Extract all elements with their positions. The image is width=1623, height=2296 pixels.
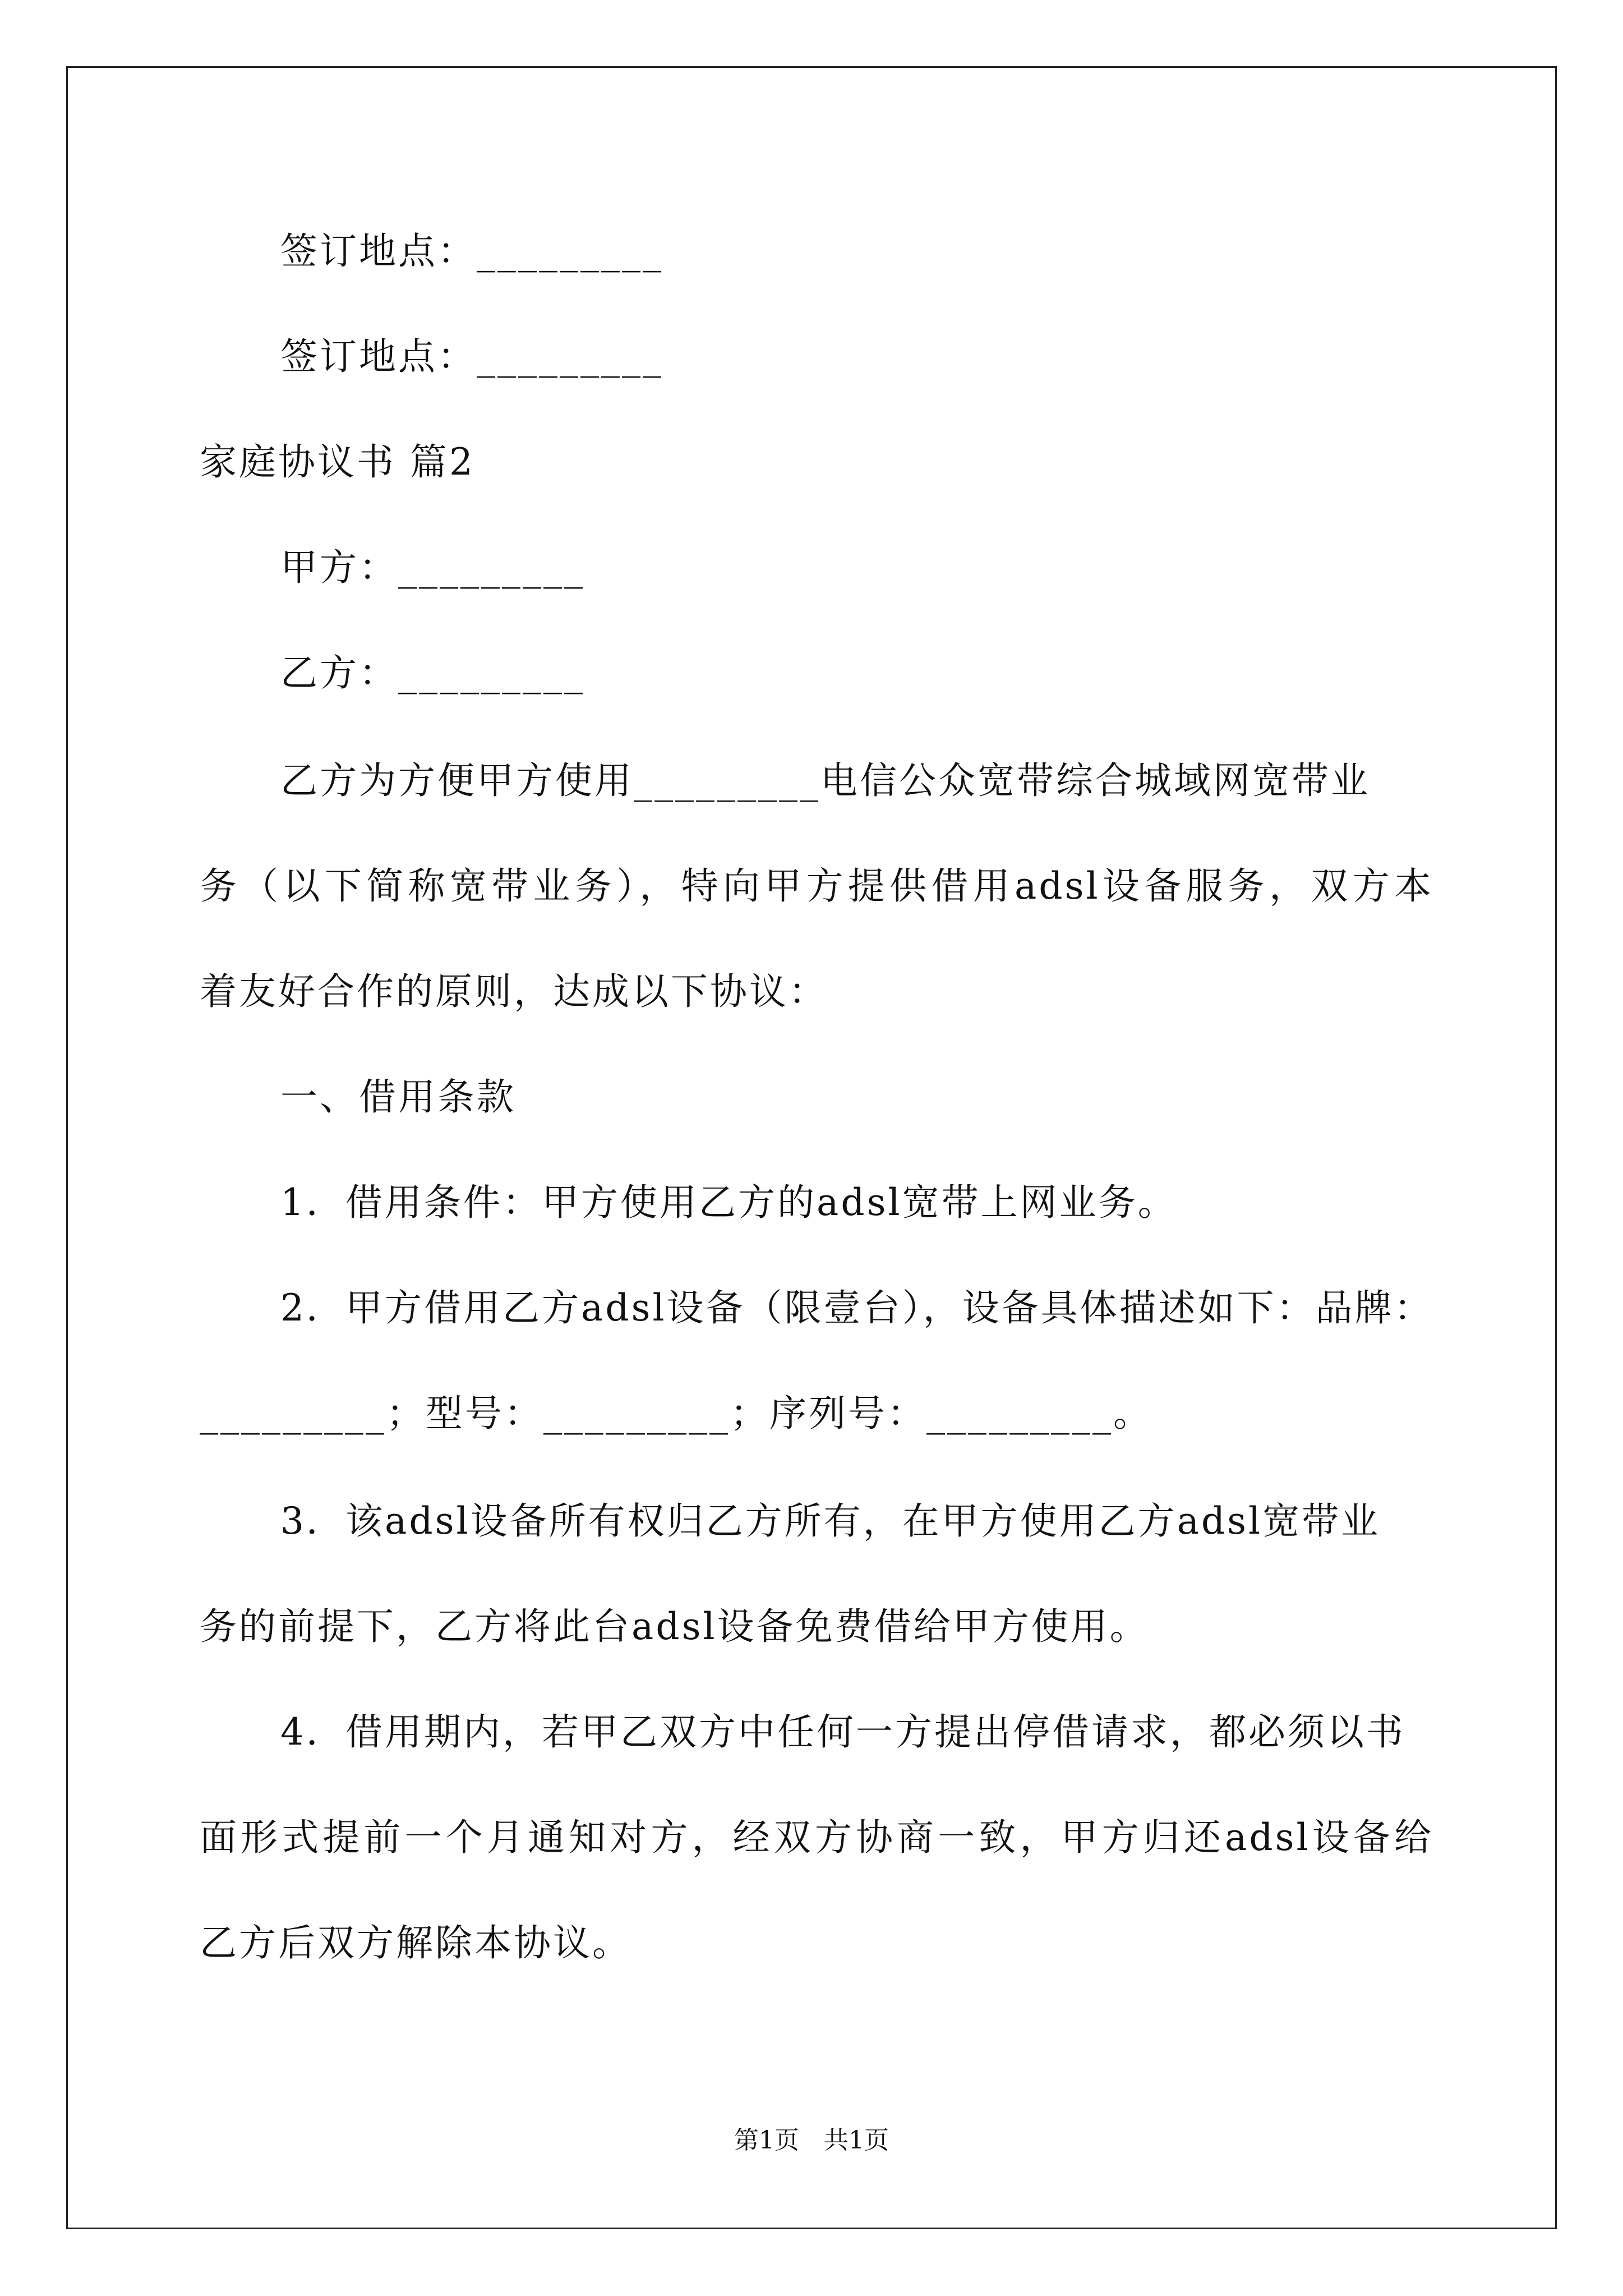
signing-location-line-2: 签订地点：_________ [280, 335, 663, 378]
intro-paragraph-line-1: 乙方为方便甲方使用_________电信公众宽带综合城域网宽带业 [280, 759, 1370, 802]
clause-2-line-1: 2．甲方借用乙方adsl设备（限壹台），设备具体描述如下：品牌： [280, 1286, 1433, 1329]
intro-paragraph-line-2: 务（以下简称宽带业务），特向甲方提供借用adsl设备服务，双方本 [200, 864, 1433, 908]
clause-3-line-1: 3．该adsl设备所有权归乙方所有，在甲方使用乙方adsl宽带业 [280, 1499, 1381, 1543]
page-number-footer: 第1页 共1页 [734, 2126, 889, 2155]
intro-paragraph-line-3: 着友好合作的原则，达成以下协议： [200, 970, 828, 1013]
party-a-line: 甲方：_________ [280, 546, 585, 589]
clause-4-line-3: 乙方后双方解除本协议。 [200, 1921, 631, 1964]
page-border [66, 66, 1557, 2229]
section-heading: 家庭协议书 篇2 [200, 440, 475, 484]
clause-1: 1．借用条件：甲方使用乙方的adsl宽带上网业务。 [280, 1181, 1177, 1224]
party-b-line: 乙方：_________ [280, 651, 585, 694]
clause-4-line-1: 4．借用期内，若甲乙双方中任何一方提出停借请求，都必须以书 [280, 1710, 1405, 1754]
clause-4-line-2: 面形式提前一个月通知对方，经双方协商一致，甲方归还adsl设备给 [200, 1816, 1433, 1859]
clause-heading: 一、借用条款 [280, 1075, 516, 1119]
clause-2-line-2: _________；型号：_________；序列号：_________。 [200, 1392, 1152, 1435]
clause-3-line-2: 务的前提下，乙方将此台adsl设备免费借给甲方使用。 [200, 1605, 1149, 1648]
signing-location-line-1: 签订地点：_________ [280, 229, 663, 273]
